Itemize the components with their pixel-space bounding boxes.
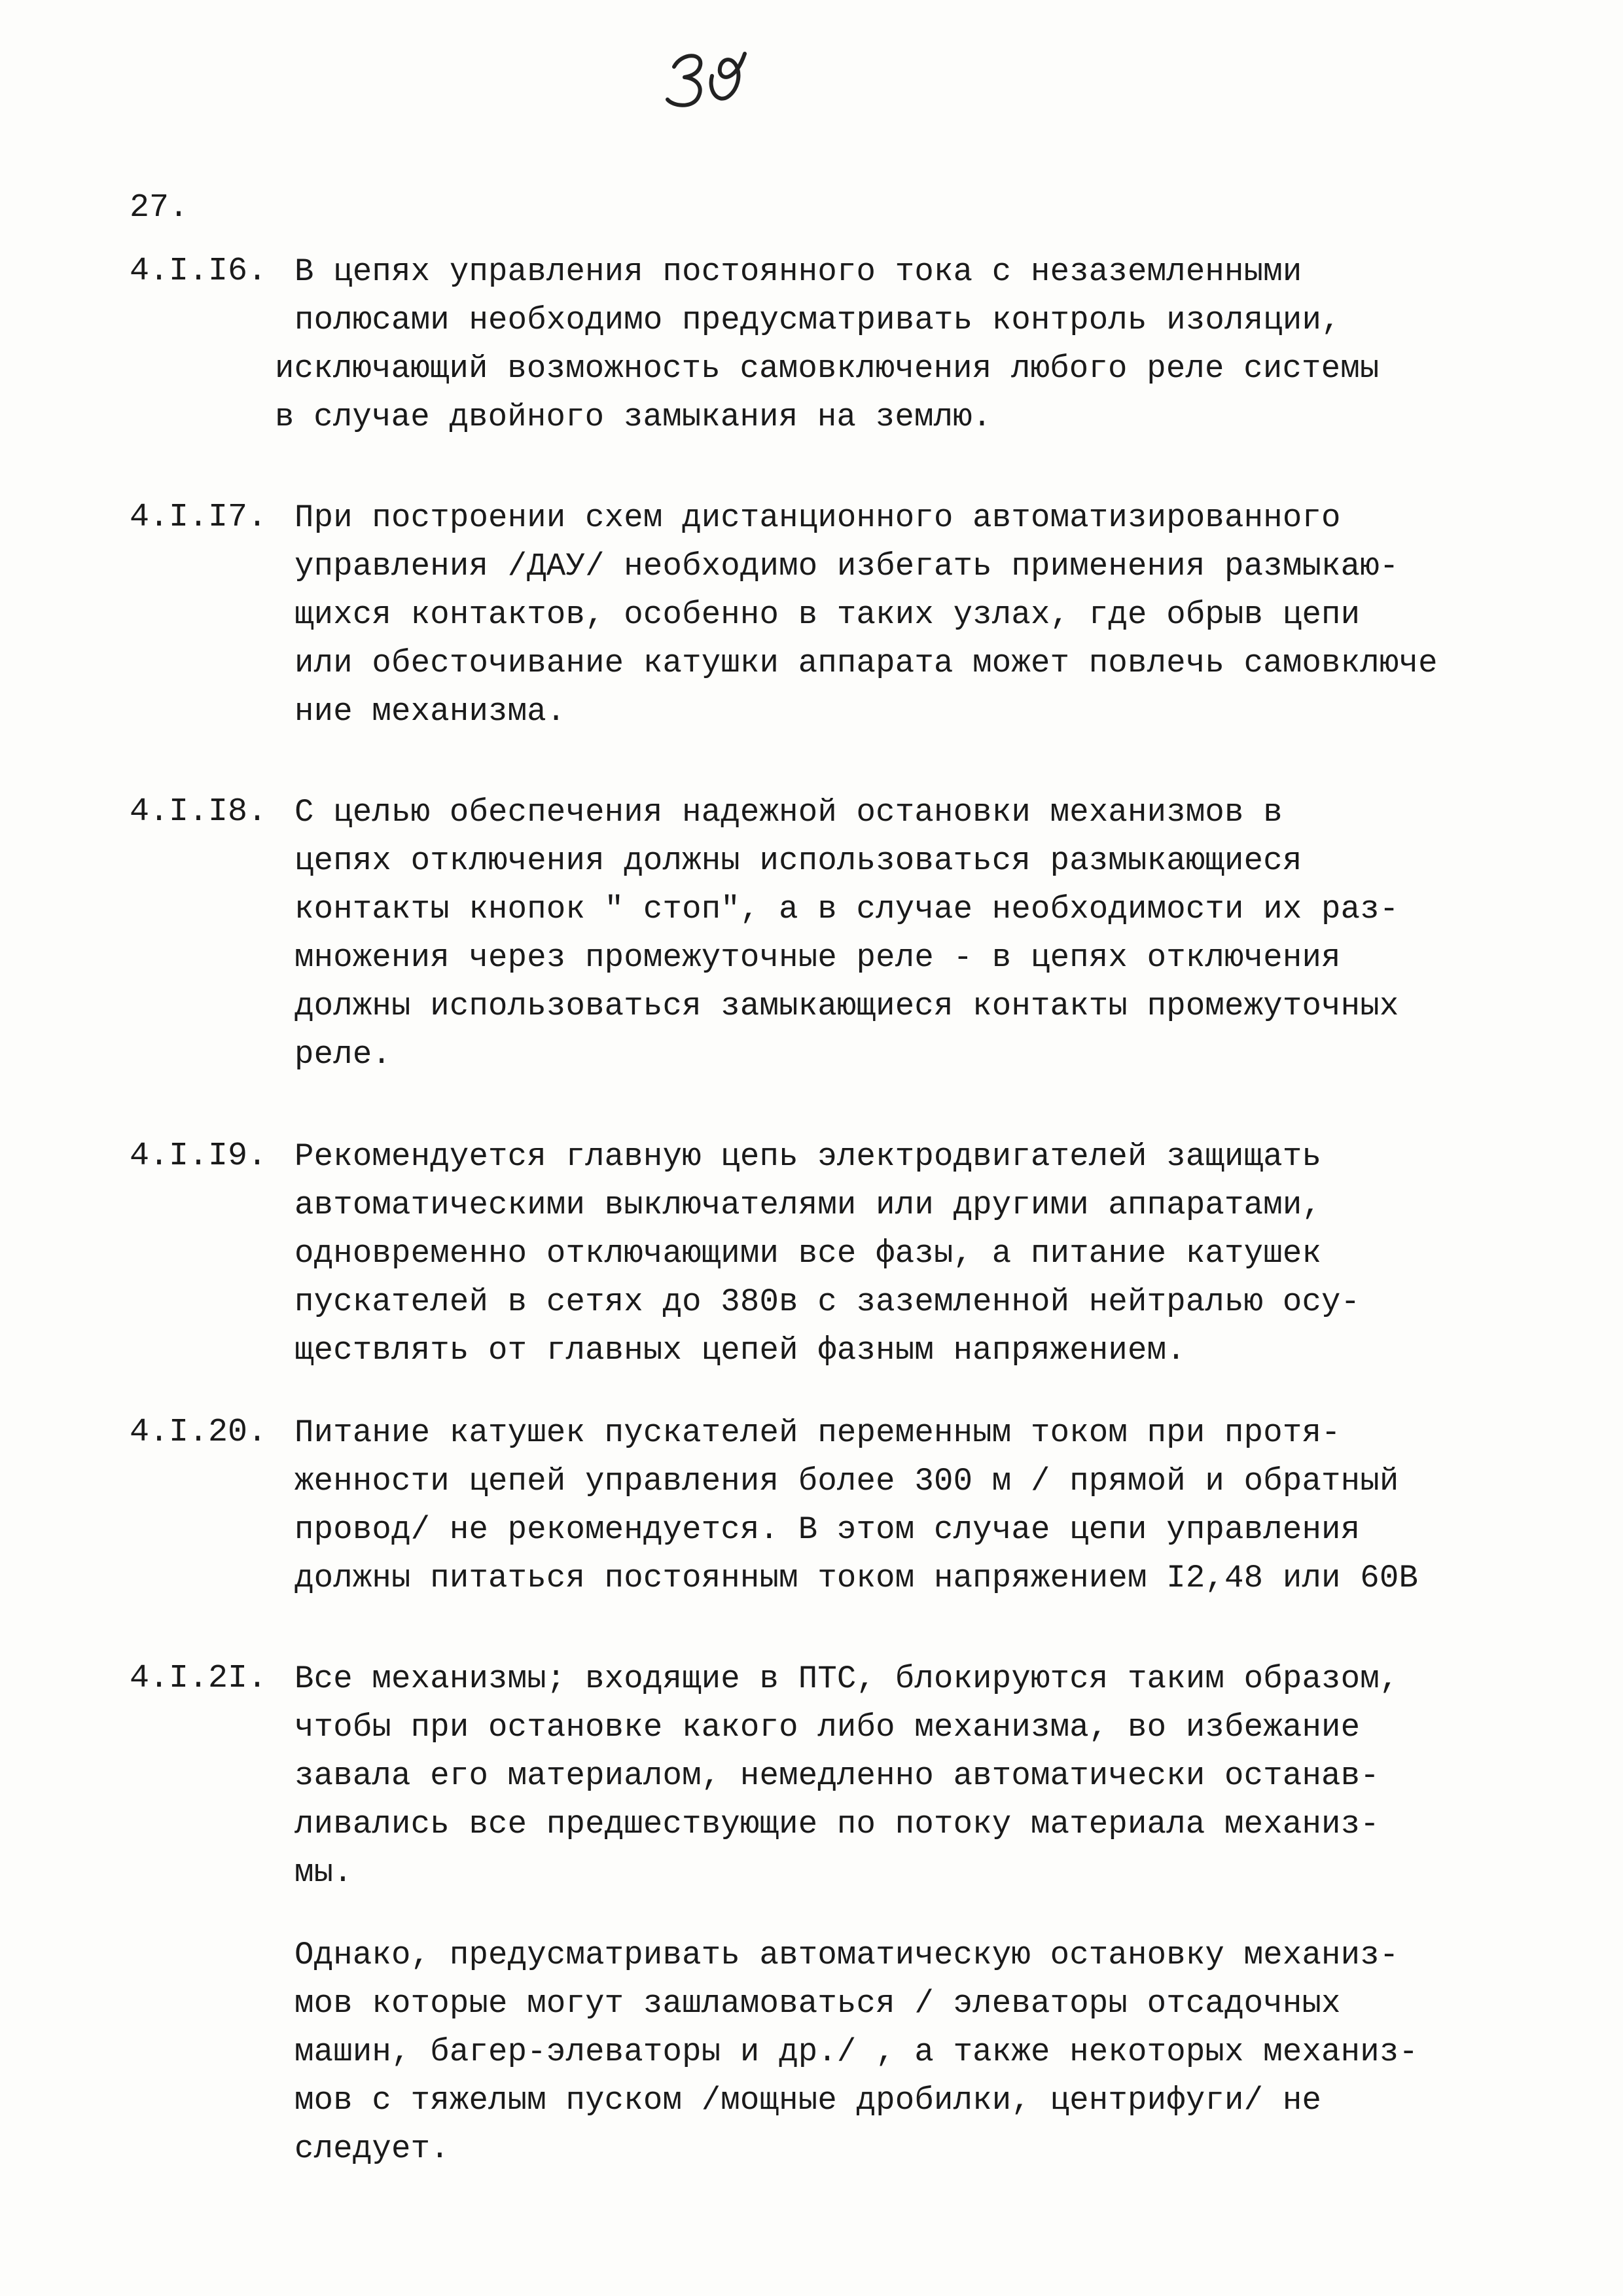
text-line: контакты кнопок " стоп", а в случае необходимости их раз- [294,891,1399,927]
clause-text [130,247,1558,441]
document-page-number: 27. [130,189,189,226]
text-line: женности цепей управления более 300 м / прямой и обратный [294,1463,1399,1499]
clause-4-1-20 [130,1408,1558,1602]
text-line: провод/ не рекомендуется. В этом случае цепи управления [294,1511,1361,1548]
text-line: управления /ДАУ/ необходимо избегать применения размыкаю- [294,548,1399,584]
text-line: мов с тяжелым пуском /мощные дробилки, центрифуги/ не [294,2082,1322,2119]
text-line: мы. [294,1854,353,1891]
clause-number: 4.I.20. [130,1414,268,1451]
text-line: Однако, предусматривать автоматическую остановку механиз- [294,1937,1399,1973]
text-line: чтобы при остановке какого либо механизма, во избежание [294,1709,1361,1746]
text-line: мов которые могут зашламоваться / элеваторы отсадочных [294,1985,1341,2022]
clause-4-1-16 [130,247,1558,441]
text-line: цепях отключения должны использоваться размыкающиеся [294,842,1302,879]
clause-4-1-21-continuation [130,1931,1558,2173]
text-line: ливались все предшествующие по потоку материала механиз- [294,1806,1380,1842]
text-line: должны питаться постоянным током напряжением I2,48 или 60В [294,1560,1419,1596]
clause-number: 4.I.I9. [130,1138,268,1175]
text-line: В цепях управления постоянного тока с незаземленными [294,253,1302,290]
text-line: Питание катушек пускателей переменным током при протя- [294,1414,1341,1451]
clause-number: 4.I.2I. [130,1660,268,1697]
clause-text [130,788,1558,1079]
text-line: ние механизма. [294,693,566,730]
text-line: или обесточивание катушки аппарата может повлечь самовключе [294,645,1438,681]
clause-number: 4.I.I6. [130,253,268,290]
text-line: исключающий возможность самовключения любого реле системы [275,350,1380,387]
clause-number: 4.I.I8. [130,793,268,831]
text-line: множения через промежуточные реле - в цепях отключения [294,939,1341,976]
text-line: ществлять от главных цепей фазным напряжением. [294,1332,1186,1369]
text-line: При построении схем дистанционного автоматизированного [294,499,1341,536]
clause-4-1-17 [130,493,1558,736]
clause-text [130,1655,1558,1897]
text-line: пускателей в сетях до 380в с заземленной нейтралью осу- [294,1283,1361,1320]
clause-text [130,493,1558,736]
clause-text [130,1132,1558,1374]
text-line: должны использоваться замыкающиеся контакты промежуточных [294,988,1399,1024]
clause-text [130,1408,1558,1602]
clause-4-1-21 [130,1655,1558,1897]
clause-4-1-19 [130,1132,1558,1374]
text-line: завала его материалом, немедленно автоматически останав- [294,1757,1380,1794]
text-line: Рекомендуется главную цепь электродвигателей защищать [294,1138,1322,1175]
text-line: следует. [294,2130,450,2167]
text-line: полюсами необходимо предусматривать контроль изоляции, [294,302,1341,338]
clause-text [130,1931,1558,2173]
clause-number: 4.I.I7. [130,499,268,536]
text-line: щихся контактов, особенно в таких узлах, где обрыв цепи [294,596,1361,633]
text-line: машин, багер-элеваторы и др./ , а также некоторых механиз- [294,2034,1419,2070]
text-line: реле. [294,1036,392,1073]
clause-4-1-18 [130,788,1558,1079]
text-line: в случае двойного замыкания на землю. [275,399,992,435]
text-line: автоматическими выключателями или другими аппаратами, [294,1187,1322,1223]
text-line: Все механизмы; входящие в ПТС, блокируются таким образом, [294,1660,1399,1697]
text-line: С целью обеспечения надежной остановки механизмов в [294,794,1283,831]
text-line: одновременно отключающими все фазы, а питание катушек [294,1235,1322,1272]
handwritten-page-number [662,41,754,113]
